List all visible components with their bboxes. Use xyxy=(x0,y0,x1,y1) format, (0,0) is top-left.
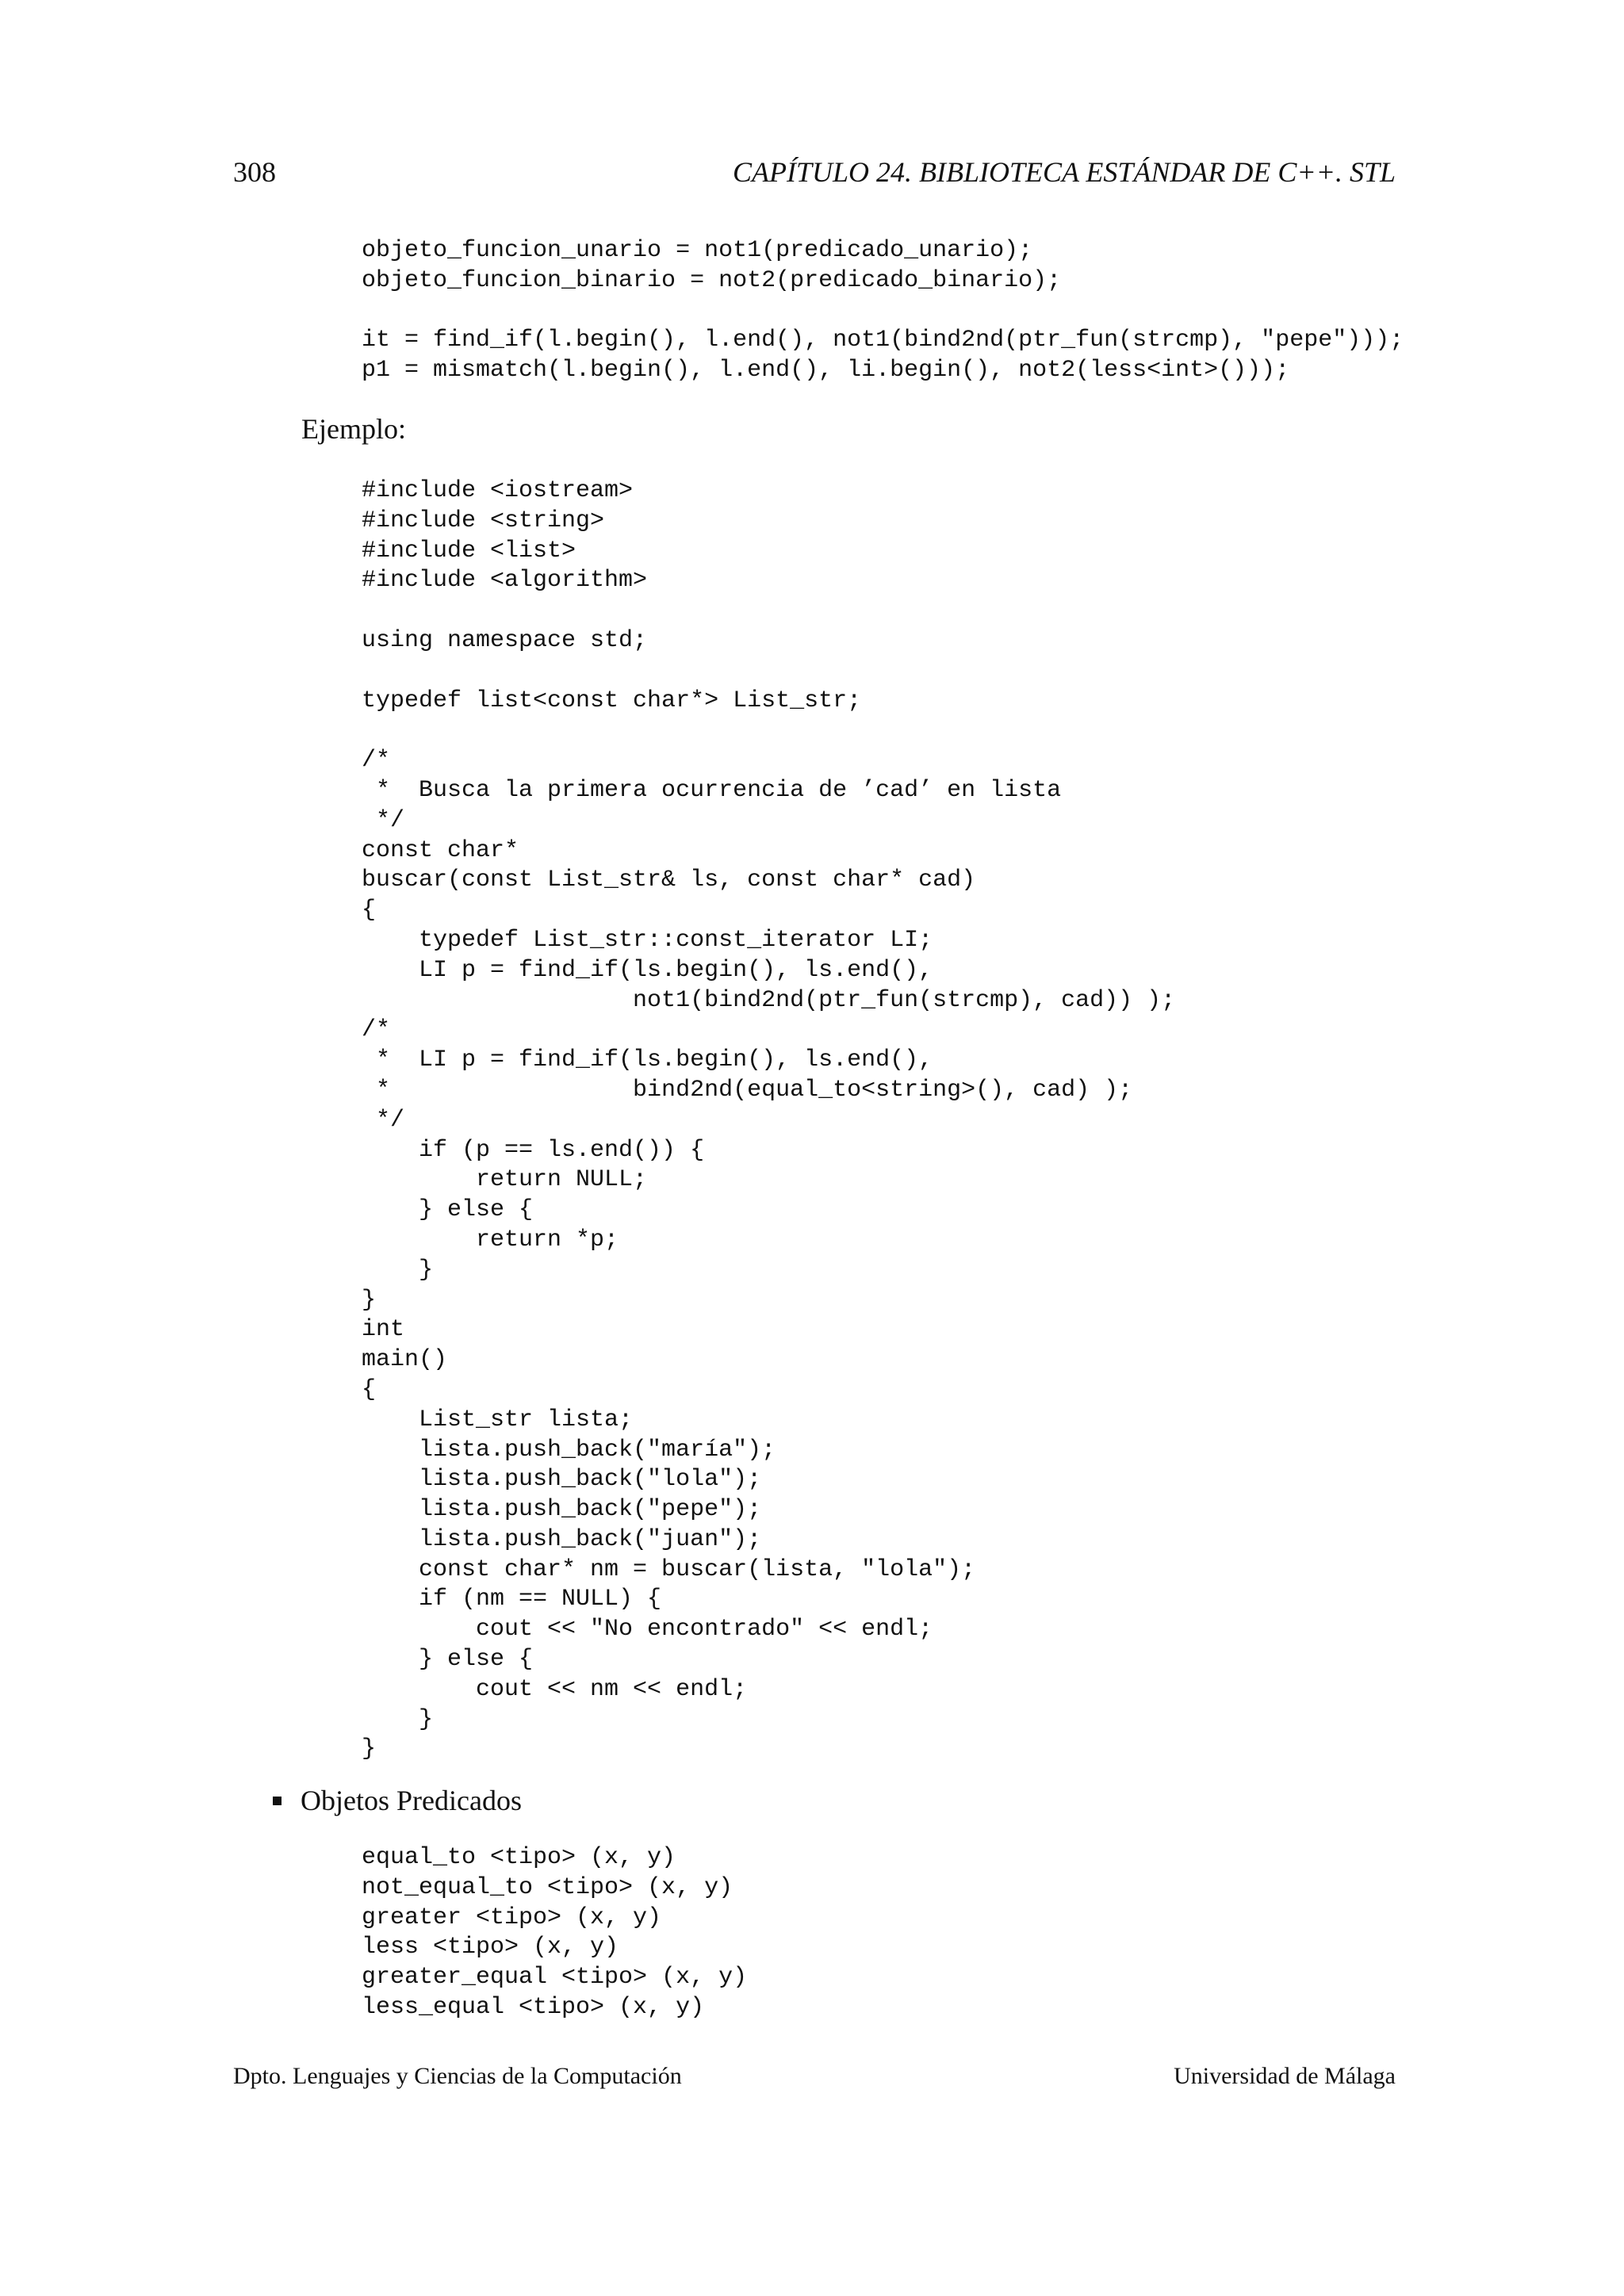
predicates-bullet-item xyxy=(273,1784,522,1817)
example-label: Ejemplo: xyxy=(301,413,406,445)
page-header xyxy=(233,155,1396,193)
page-number: 308 xyxy=(233,156,276,188)
footer-department: Dpto. Lenguajes y Ciencias de la Computación xyxy=(233,2063,682,2089)
predicates-title: Objetos Predicados xyxy=(301,1785,522,1816)
square-bullet-icon xyxy=(273,1797,282,1805)
page-footer xyxy=(233,2063,1396,2095)
chapter-title: CAPÍTULO 24. BIBLIOTECA ESTÁNDAR DE C++. STL xyxy=(733,156,1396,188)
code-block-example: #include <iostream> #include <string> #include <list> #include <algorithm> using namespace std; typedef list<const char*> List_str; /* * Busca la primera ocurrencia de ’cad’ en lista */ const char* buscar(const List_str& ls, const char* cad) { typedef List_str::const_iterator LI; LI p = find_if(ls.begin(), ls.end(), not1(bind2nd(ptr_fun(strcmp), cad)) ); /* * LI p = find_if(ls.begin(), ls.end(), * bind2nd(equal_to<string>(), cad) ); */ if (p == ls.end()) { return NULL; } else { return *p; } } int main() { List_str lista; lista.push_back("maría"); lista.push_back("lola"); lista.push_back("pepe"); lista.push_back("juan"); const char* nm = buscar(lista, "lola"); if (nm == NULL) { cout << "No encontrado" << endl; } else { cout << nm << endl; } } xyxy=(362,477,1176,1763)
footer-university: Universidad de Málaga xyxy=(1174,2063,1396,2089)
code-block-function-adaptors: objeto_funcion_unario = not1(predicado_unario); objeto_funcion_binario = not2(predicado_binario); it = find_if(l.begin(), l.end(), not1(bind2nd(ptr_fun(strcmp), "pepe"))); p1 = mismatch(l.begin(), l.end(), li.begin(), not2(less<int>())); xyxy=(362,237,1404,385)
code-block-predicates: equal_to <tipo> (x, y) not_equal_to <tipo> (x, y) greater <tipo> (x, y) less <tipo> (x, y) greater_equal <tipo> (x, y) less_equal <tipo> (x, y) xyxy=(362,1844,748,2021)
